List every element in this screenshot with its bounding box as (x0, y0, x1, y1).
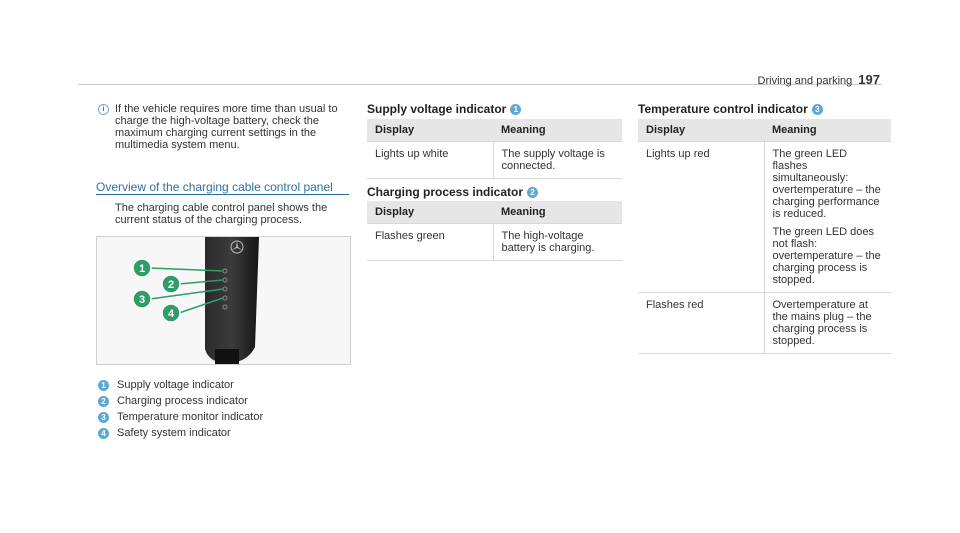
marker-1 (133, 259, 151, 277)
marker-3 (133, 290, 151, 308)
table-row (638, 293, 891, 354)
marker-4 (162, 304, 180, 322)
meaning-text: Overtemperature at the mains plug – the charging process is stopped. (772, 299, 872, 347)
figure-legend (98, 377, 263, 441)
marker-2 (162, 275, 180, 293)
legend-label: Supply voltage indicator (117, 379, 234, 391)
supply-voltage-table (367, 119, 622, 179)
control-box-body (205, 237, 259, 363)
meaning-text: The high-voltage battery is charging. (501, 230, 595, 254)
svg-text:4: 4 (167, 308, 175, 320)
legend-badge: 1 (98, 380, 109, 391)
legend-badge: 2 (98, 396, 109, 407)
section-rule (96, 194, 349, 195)
col-header-meaning: Meaning (493, 201, 622, 224)
note-text: If the vehicle requires more time than usual to charge the high-voltage battery, check the maximum charging current settings in the multimedia system menu. (115, 103, 338, 151)
col-header-display: Display (367, 119, 493, 142)
control-panel-illustration (97, 237, 350, 364)
col-header-meaning: Meaning (493, 119, 622, 142)
legend-label: Charging process indicator (117, 395, 248, 407)
cable-outlet (215, 349, 239, 364)
legend-label: Safety system indicator (117, 427, 231, 439)
table-row (638, 142, 891, 293)
col-header-meaning: Meaning (764, 119, 891, 142)
page-header (758, 72, 880, 87)
temperature-table-badge: 3 (812, 104, 823, 115)
charging-table-badge: 2 (527, 187, 538, 198)
legend-badge: 3 (98, 412, 109, 423)
section-intro: The charging cable control panel shows the current status of the charging process. (115, 202, 328, 226)
display-cell: Lights up white (367, 142, 493, 179)
header-section: Driving and parking (757, 75, 853, 87)
section-title: Overview of the charging cable control panel (96, 180, 333, 194)
supply-table-badge: 1 (510, 104, 521, 115)
legend-item (98, 377, 263, 393)
legend-badge: 4 (98, 428, 109, 439)
temperature-table (638, 119, 891, 354)
meaning-cell (493, 142, 622, 179)
legend-item (98, 425, 263, 441)
charging-table-title (367, 185, 538, 199)
meaning-cell (764, 293, 891, 354)
meaning-cell (493, 224, 622, 261)
charging-table-title-text: Charging process indicator (367, 185, 524, 199)
supply-table-title-text: Supply voltage indicator (367, 102, 507, 116)
page-number: 197 (858, 72, 880, 87)
col-header-display: Display (638, 119, 764, 142)
display-cell: Flashes green (367, 224, 493, 261)
svg-text:1: 1 (138, 263, 146, 275)
charging-process-table (367, 201, 622, 261)
table-row (367, 224, 622, 261)
table-row (367, 142, 622, 179)
svg-text:3: 3 (138, 294, 146, 306)
svg-text:2: 2 (167, 279, 175, 291)
display-cell: Flashes red (638, 293, 764, 354)
temperature-table-title-text: Temperature control indicator (638, 102, 808, 116)
col-header-display: Display (367, 201, 493, 224)
meaning-text: The green LED does not flash: overtemperature – the charging process is stopped. (772, 226, 881, 286)
control-panel-figure (96, 236, 351, 365)
legend-item (98, 393, 263, 409)
temperature-table-title (638, 102, 823, 116)
display-cell: Lights up red (638, 142, 764, 293)
supply-table-title (367, 102, 521, 116)
meaning-text: The green LED flashes simultaneously: overtemperature – the charging performance is reduced. (772, 148, 881, 220)
legend-label: Temperature monitor indicator (117, 411, 264, 423)
meaning-cell (764, 142, 891, 293)
meaning-text: The supply voltage is connected. (501, 148, 605, 172)
info-icon: i (98, 104, 109, 115)
legend-item (98, 409, 263, 425)
